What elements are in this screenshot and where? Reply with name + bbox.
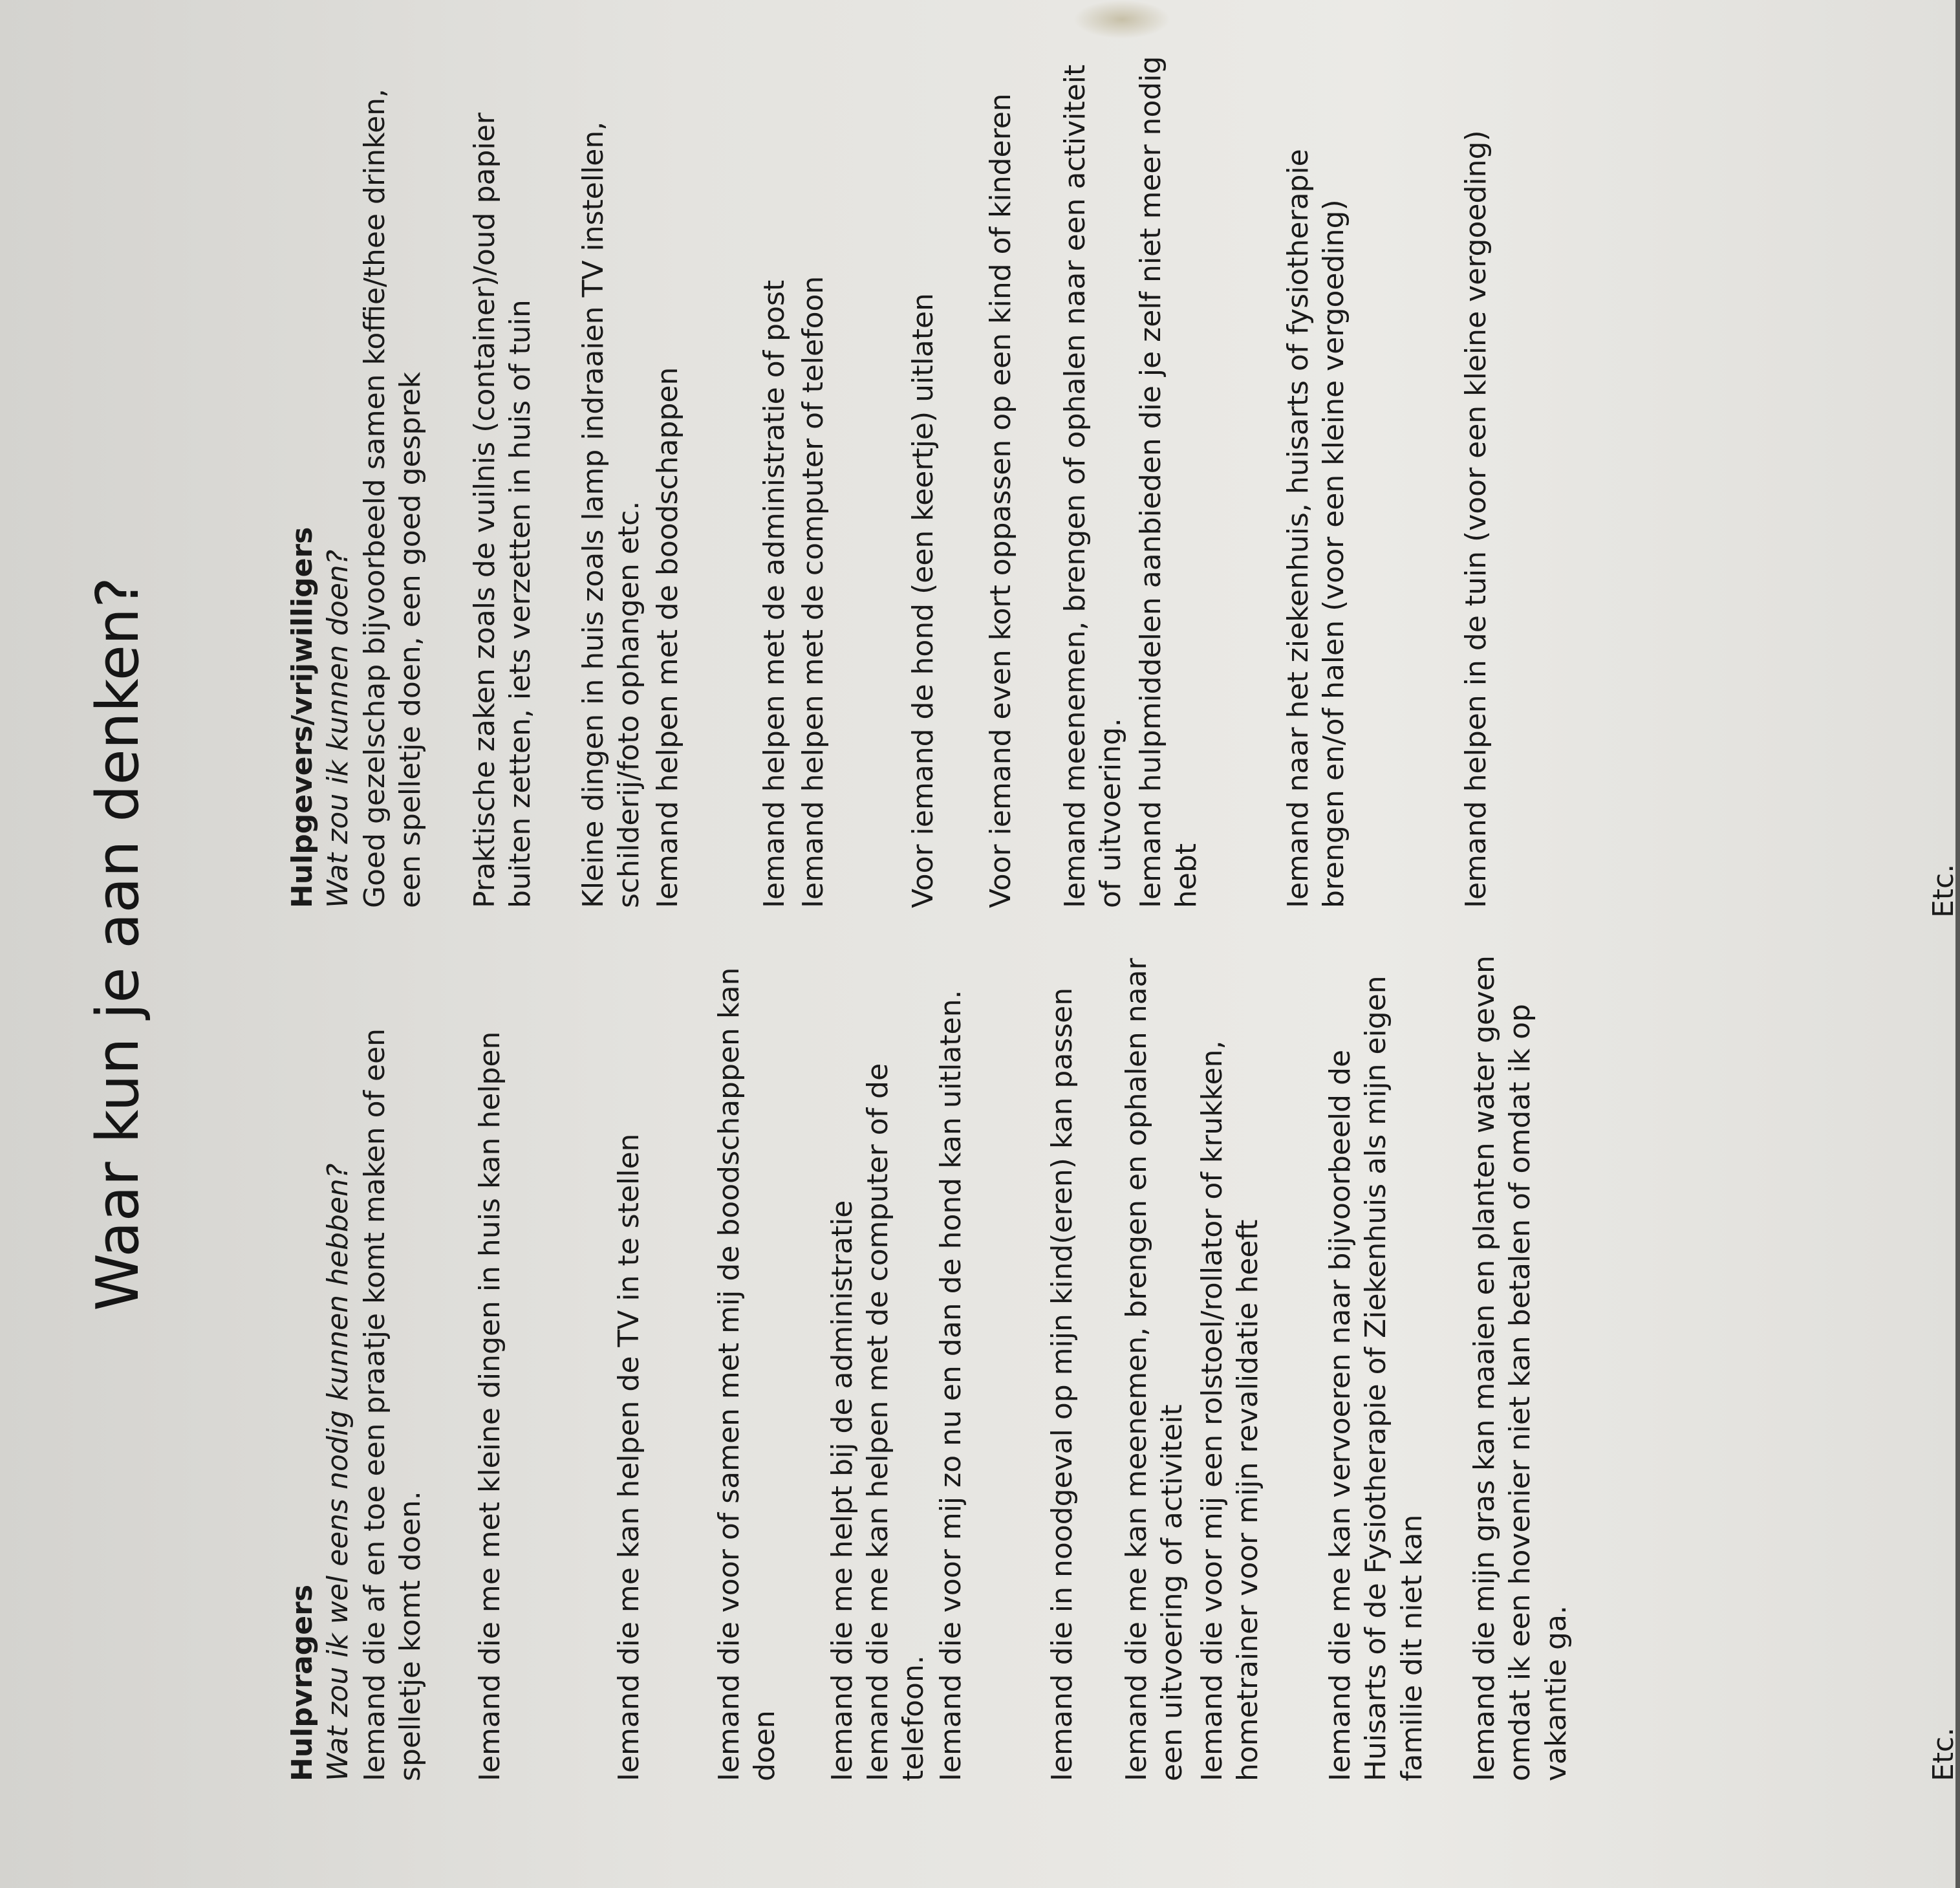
right-item-text: Iemand helpen met de computer of telefoon	[797, 276, 830, 908]
list-item	[467, 48, 539, 908]
left-item-text: Iemand die me kan helpen de TV in te stellen	[612, 1133, 645, 1781]
right-heading: Hulpgevers/vrijwilligers	[286, 526, 319, 908]
right-item-text: Praktische zaken zoals de vuilnis (container)/oud papier buiten zetten, iets verzetten in huis of tuin	[468, 113, 537, 908]
left-item-text: Iemand die me kan helpen met de computer of de telefoon.	[861, 1063, 931, 1781]
list-item	[650, 48, 685, 908]
right-item-text: Iemand helpen in de tuin (voor een kleine vergoeding)	[1459, 130, 1492, 908]
right-subheading: Wat zou ik kunnen doen?	[321, 549, 355, 908]
list-item	[1322, 934, 1430, 1781]
right-item-text: Iemand hulpmiddelen aanbieden die je zelf niet meer nodig hebt	[1134, 56, 1203, 908]
left-item-text: Iemand die me kan vervoeren naar bijvoorbeeld de Huisarts of de Fysiotherapie of Ziekenhuis als mijn eigen familie dit niet kan	[1324, 975, 1428, 1781]
list-item	[472, 934, 508, 1781]
left-heading: Hulpvragers	[286, 1584, 319, 1781]
left-item-text: Iemand die voor mij zo nu en dan de hond kan uitlaten.	[934, 990, 967, 1781]
right-item-text: Iemand meenemen, brengen of ophalen naar een activiteit of uitvoering.	[1059, 64, 1128, 908]
list-item	[1119, 934, 1190, 1781]
right-item-text: Iemand naar het ziekenhuis, huisarts of fysiotherapie brengen en/of halen (voor een kleine vergoeding)	[1282, 149, 1351, 908]
list-item	[1467, 934, 1574, 1781]
right-item-text: Voor iemand even kort oppassen op een kind of kinderen	[984, 93, 1017, 908]
list-item	[860, 934, 932, 1781]
left-header	[285, 934, 356, 1781]
left-item-text: Iemand die me kan meenemen, brengen en ophalen naar een uitvoering of activiteit	[1120, 958, 1189, 1781]
right-etc: Etc.	[1927, 863, 1960, 918]
right-item-text: Voor iemand de hond (een keertje) uitlaten	[907, 293, 940, 908]
list-item	[1133, 48, 1205, 908]
list-item	[576, 48, 647, 908]
page-title: Waar kun je aan denken?	[84, 577, 152, 1311]
left-item-text: Iemand die voor of samen met mij de boodschappen kan doen	[713, 967, 782, 1781]
list-item	[357, 934, 429, 1781]
list-item	[933, 934, 969, 1781]
right-item-text: Goed gezelschap bijvoorbeeld samen koffie/thee drinken, een spelletje doen, een goed gesprek	[358, 88, 427, 908]
list-item	[905, 48, 941, 908]
list-item	[1458, 48, 1494, 908]
list-item	[795, 48, 831, 908]
left-item-text: Iemand die in noodgeval op mijn kind(eren) kan passen	[1046, 987, 1079, 1781]
right-header	[285, 48, 356, 908]
left-item-text: Iemand die af en toe een praatje komt maken of een spelletje komt doen.	[358, 1028, 427, 1781]
left-item-text: Iemand die mijn gras kan maaien en planten water geven omdat ik een hovenier niet kan betalen of omdat ik op vakantie ga.	[1468, 955, 1573, 1781]
left-item-text: Iemand die me helpt bij de administratie	[826, 1200, 859, 1781]
left-item-text: Iemand die me met kleine dingen in huis kan helpen	[473, 1031, 506, 1781]
right-item-text: Iemand helpen met de administratie of post	[758, 279, 791, 908]
right-item-text: Iemand helpen met de boodschappen	[651, 367, 684, 908]
list-item	[357, 48, 429, 908]
list-item	[1044, 934, 1080, 1781]
list-item	[757, 48, 792, 908]
left-subheading: Wat zou ik wel eens nodig kunnen hebben?	[321, 1163, 355, 1781]
list-item	[711, 934, 783, 1781]
list-item	[611, 934, 647, 1781]
left-item-text: Iemand die voor mij een rolstoel/rollator of krukken, hometrainer voor mijn revalidatie heeft	[1196, 1040, 1265, 1781]
list-item	[983, 48, 1018, 908]
list-item	[1057, 48, 1129, 908]
list-item	[1194, 934, 1266, 1781]
right-item-text: Kleine dingen in huis zoals lamp indraaien TV instellen, schilderij/foto ophangen etc.	[577, 121, 646, 908]
left-etc: Etc.	[1927, 1727, 1960, 1781]
list-item	[824, 934, 860, 1781]
list-item	[1280, 48, 1352, 908]
